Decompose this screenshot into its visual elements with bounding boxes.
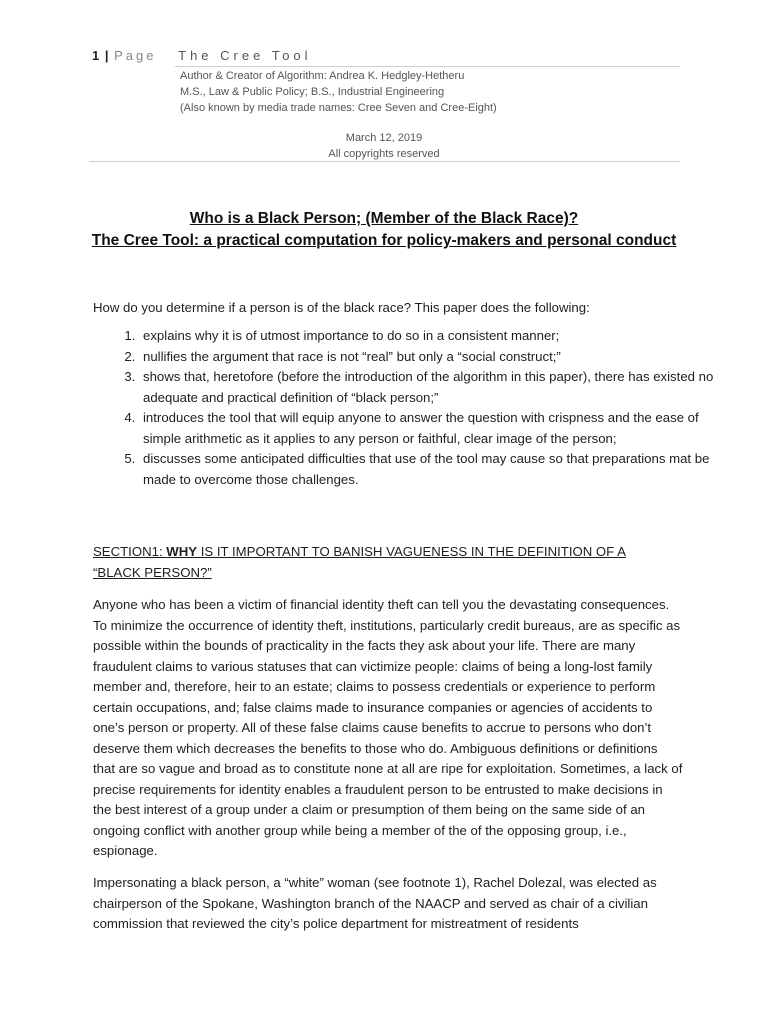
document-title <box>60 208 708 252</box>
numbered-list <box>93 326 729 490</box>
list-item: 1. explains why it is of utmost importance to do so in a consistent manner; <box>139 326 729 347</box>
list-item: 4. introduces the tool that will equip anyone to answer the question with crispness and the ease of simple arithmetic as it applies to any person or faithful, clear image of the person; <box>139 408 729 449</box>
list-item: 5. discusses some anticipated difficulties that use of the tool may cause so that preparations mat be made to overcome those challenges. <box>139 449 729 490</box>
page-number: 1 <box>92 48 100 63</box>
title-line-2: The Cree Tool: a practical computation for policy-makers and personal conduct <box>91 232 677 249</box>
date-block <box>89 130 679 162</box>
body-paragraph-2: Impersonating a black person, a “white” woman (see footnote 1), Rachel Dolezal, was elected as chairperson of the Spokane, Washington branch of the NAACP and served as chair of a civilian commission that reviewed the city’s police department for mistreatment of residents <box>93 875 657 931</box>
section-why: WHY <box>166 544 198 559</box>
title-line-1: Who is a Black Person; (Member of the Black Race)? <box>189 210 579 227</box>
running-title: The Cree Tool <box>178 48 312 63</box>
author-block <box>180 68 497 116</box>
page-word: Page <box>114 48 157 63</box>
author-line: Author & Creator of Algorithm: Andrea K. Hedgley-Hetheru <box>180 70 465 82</box>
section-prefix: SECTION1: <box>93 544 167 559</box>
meta-rule <box>89 161 680 162</box>
header-rule <box>175 66 680 67</box>
document-date: March 12, 2019 <box>345 132 423 144</box>
list-item: 3. shows that, heretofore (before the introduction of the algorithm in this paper), there has existed no adequate and practical definition of “black person;” <box>139 367 729 408</box>
intro-paragraph: How do you determine if a person is of the black race? This paper does the following: <box>93 300 590 315</box>
degrees-line: M.S., Law & Public Policy; B.S., Industrial Engineering <box>180 86 445 98</box>
list-item: 2. nullifies the argument that race is not “real” but only a “social construct;” <box>139 347 729 368</box>
header-separator: | <box>104 48 109 63</box>
aka-line: (Also known by media trade names: Cree Seven and Cree-Eight) <box>180 102 497 114</box>
body-paragraph-1: Anyone who has been a victim of financial identity theft can tell you the devastating consequences. To minimize the occurrence of identity theft, institutions, particularly credit bureaus, are as specific as possible within the bounds of practicality in the facts they ask about your life. There are many fraudulent claims to various statuses that can victimize people: claims of being a long-lost family member and, therefore, heir to an estate; claims to possess credentials or experience to perform certain occupations, and; false claims made to insurance companies or agencies of accidents to one’s person or property. All of these false claims cause benefits to accrue to persons who don’t deserve them which decreases the benefits to those who do. Ambiguous definitions or definitions that are so vague and broad as to constitute none at all are ripe for exploitation. Sometimes, a lack of precise requirements for identity enables a fraudulent person to be entrusted to make decisions in the best interest of a group under a claim or presumption of them being on the same side of an ongoing conflict with another group while being a member of the of the opposing group, i.e., espionage. <box>93 597 683 858</box>
section-rest: IS IT IMPORTANT TO BANISH VAGUENESS IN THE DEFINITION OF A “BLACK PERSON?” <box>93 544 626 580</box>
running-header <box>92 48 312 63</box>
section-heading <box>93 542 673 583</box>
copyright-notice: All copyrights reserved <box>328 148 440 160</box>
